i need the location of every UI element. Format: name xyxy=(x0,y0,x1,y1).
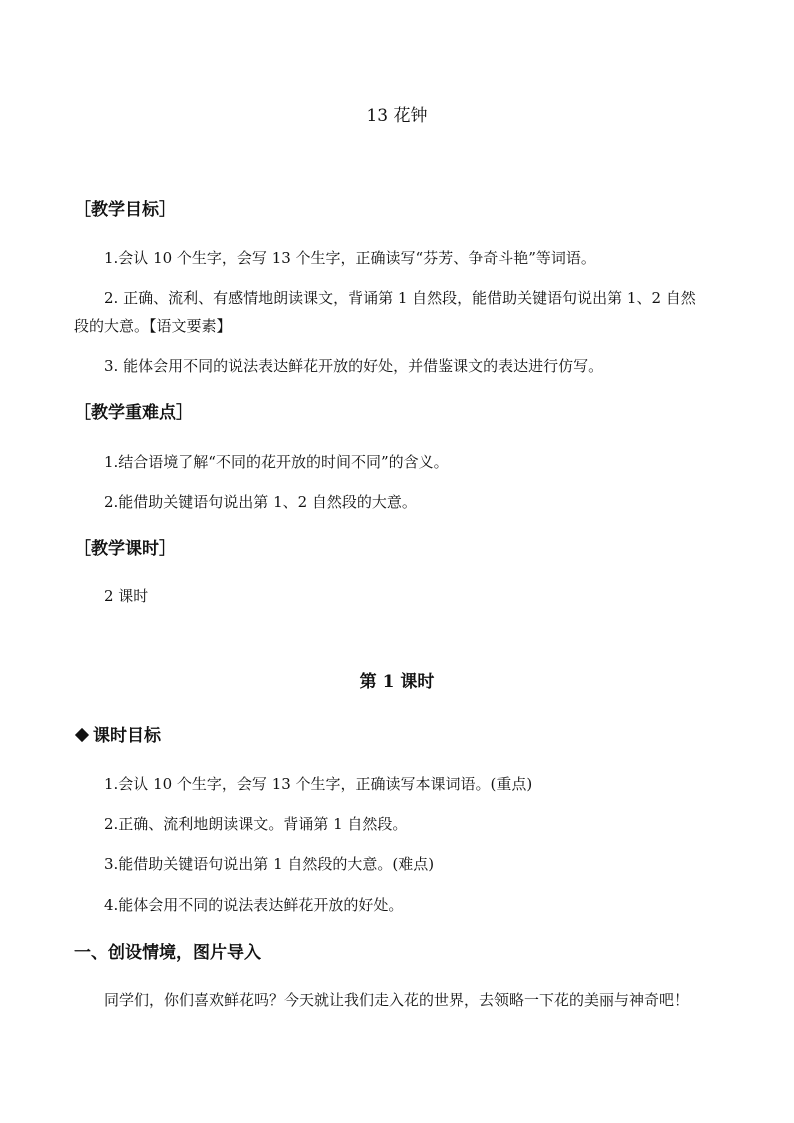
key-point-item-1: 1.结合语境了解“不同的花开放的时间不同”的含义。 xyxy=(104,453,449,471)
key-point-item-2: 2.能借助关键语句说出第 1、2 自然段的大意。 xyxy=(104,493,417,511)
class-hours-value: 2 课时 xyxy=(104,587,149,605)
diamond-bullet-icon xyxy=(75,728,89,742)
section-heading-key-points: ［教学重难点］ xyxy=(74,403,193,423)
objective-item-2-continued: 段的大意。【语文要素】 xyxy=(74,317,232,335)
lesson-goal-item-2: 2.正确、流利地朗读课文。背诵第 1 自然段。 xyxy=(104,815,408,833)
part-1-text: 同学们，你们喜欢鲜花吗？今天就让我们走入花的世界，去领略一下花的美丽与神奇吧！ xyxy=(104,991,690,1009)
section-heading-objectives: ［教学目标］ xyxy=(74,200,176,220)
objective-item-2: 2. 正确、流利、有感情地朗读课文，背诵第 1 自然段，能借助关键语句说出第 1、2 自然 xyxy=(104,289,696,307)
lesson-goal-item-1: 1.会认 10 个生字，会写 13 个生字，正确读写本课词语。(重点) xyxy=(104,775,533,793)
objective-item-1: 1.会认 10 个生字，会写 13 个生字，正确读写“芬芳、争奇斗艳”等词语。 xyxy=(104,249,596,267)
lesson-goal-item-4: 4.能体会用不同的说法表达鲜花开放的好处。 xyxy=(104,896,404,914)
lesson-goal-heading xyxy=(74,726,161,746)
part-heading-1: 一、创设情境，图片导入 xyxy=(74,943,261,963)
lesson-goal-heading-text: 课时目标 xyxy=(93,726,161,746)
lesson-goal-item-3: 3.能借助关键语句说出第 1 自然段的大意。(难点) xyxy=(104,855,435,873)
section-heading-hours: ［教学课时］ xyxy=(74,539,176,559)
objective-item-3: 3. 能体会用不同的说法表达鲜花开放的好处，并借鉴课文的表达进行仿写。 xyxy=(104,357,604,375)
page-title: 13 花钟 xyxy=(366,106,428,126)
lesson-title: 第 1 课时 xyxy=(359,672,435,692)
